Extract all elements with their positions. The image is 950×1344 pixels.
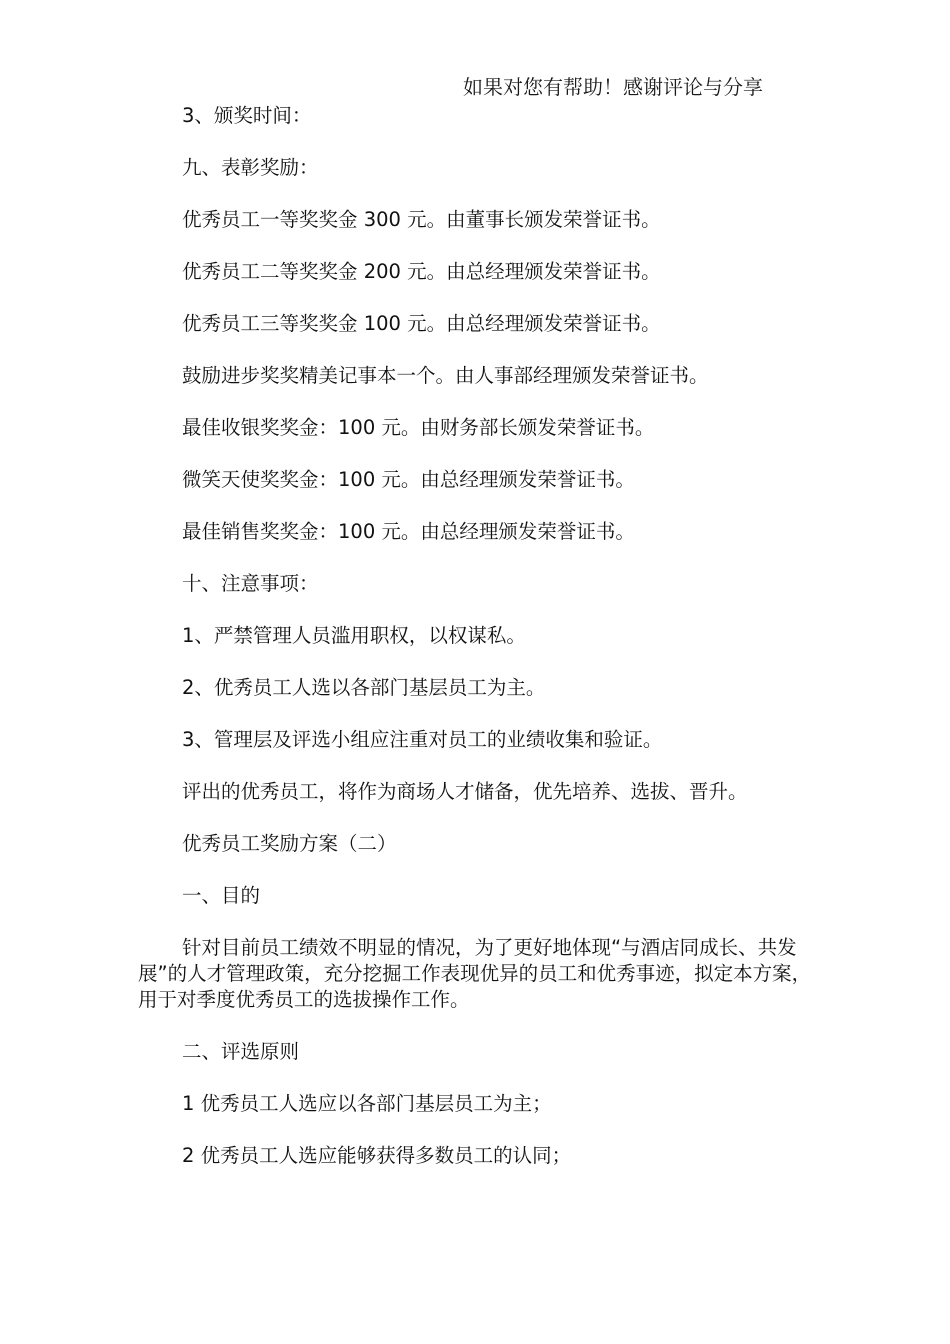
section-heading: 九、表彰奖励： bbox=[182, 156, 319, 179]
paragraph: 针对目前员工绩效不明显的情况，为了更好地体现“与酒店同成长、共发展”的人才管理政策，充分挖掘工作表现优异的员工和优秀事迹，拟定本方案，用于对季度优秀员工的选拔操作工作。 bbox=[138, 936, 812, 1011]
paragraph: 微笑天使奖奖金：100 元。由总经理颁发荣誉证书。 bbox=[182, 468, 635, 491]
paragraph: 2、优秀员工人选以各部门基层员工为主。 bbox=[182, 676, 546, 699]
paragraph: 3、颁奖时间： bbox=[182, 104, 312, 127]
paragraph: 1 优秀员工人选应以各部门基层员工为主； bbox=[182, 1092, 552, 1115]
paragraph: 鼓励进步奖奖精美记事本一个。由人事部经理颁发荣誉证书。 bbox=[182, 364, 709, 387]
header-note: 如果对您有帮助！感谢评论与分享 bbox=[463, 75, 763, 99]
paragraph: 1、严禁管理人员滥用职权，以权谋私。 bbox=[182, 624, 526, 647]
document-body bbox=[138, 103, 828, 1195]
document-subtitle: 优秀员工奖励方案（二） bbox=[182, 832, 397, 855]
paragraph: 3、管理层及评选小组应注重对员工的业绩收集和验证。 bbox=[182, 728, 663, 751]
paragraph: 最佳销售奖奖金：100 元。由总经理颁发荣誉证书。 bbox=[182, 520, 635, 543]
paragraph: 优秀员工二等奖奖金 200 元。由总经理颁发荣誉证书。 bbox=[182, 260, 661, 283]
section-heading: 十、注意事项： bbox=[182, 572, 319, 595]
paragraph: 2 优秀员工人选应能够获得多数员工的认同； bbox=[182, 1144, 572, 1167]
section-heading: 二、评选原则 bbox=[182, 1040, 300, 1063]
paragraph: 优秀员工一等奖奖金 300 元。由董事长颁发荣誉证书。 bbox=[182, 208, 661, 231]
paragraph: 最佳收银奖奖金：100 元。由财务部长颁发荣誉证书。 bbox=[182, 416, 655, 439]
paragraph: 评出的优秀员工，将作为商场人才储备，优先培养、选拔、晋升。 bbox=[182, 780, 748, 803]
section-heading: 一、目的 bbox=[182, 884, 261, 907]
paragraph: 优秀员工三等奖奖金 100 元。由总经理颁发荣誉证书。 bbox=[182, 312, 661, 335]
